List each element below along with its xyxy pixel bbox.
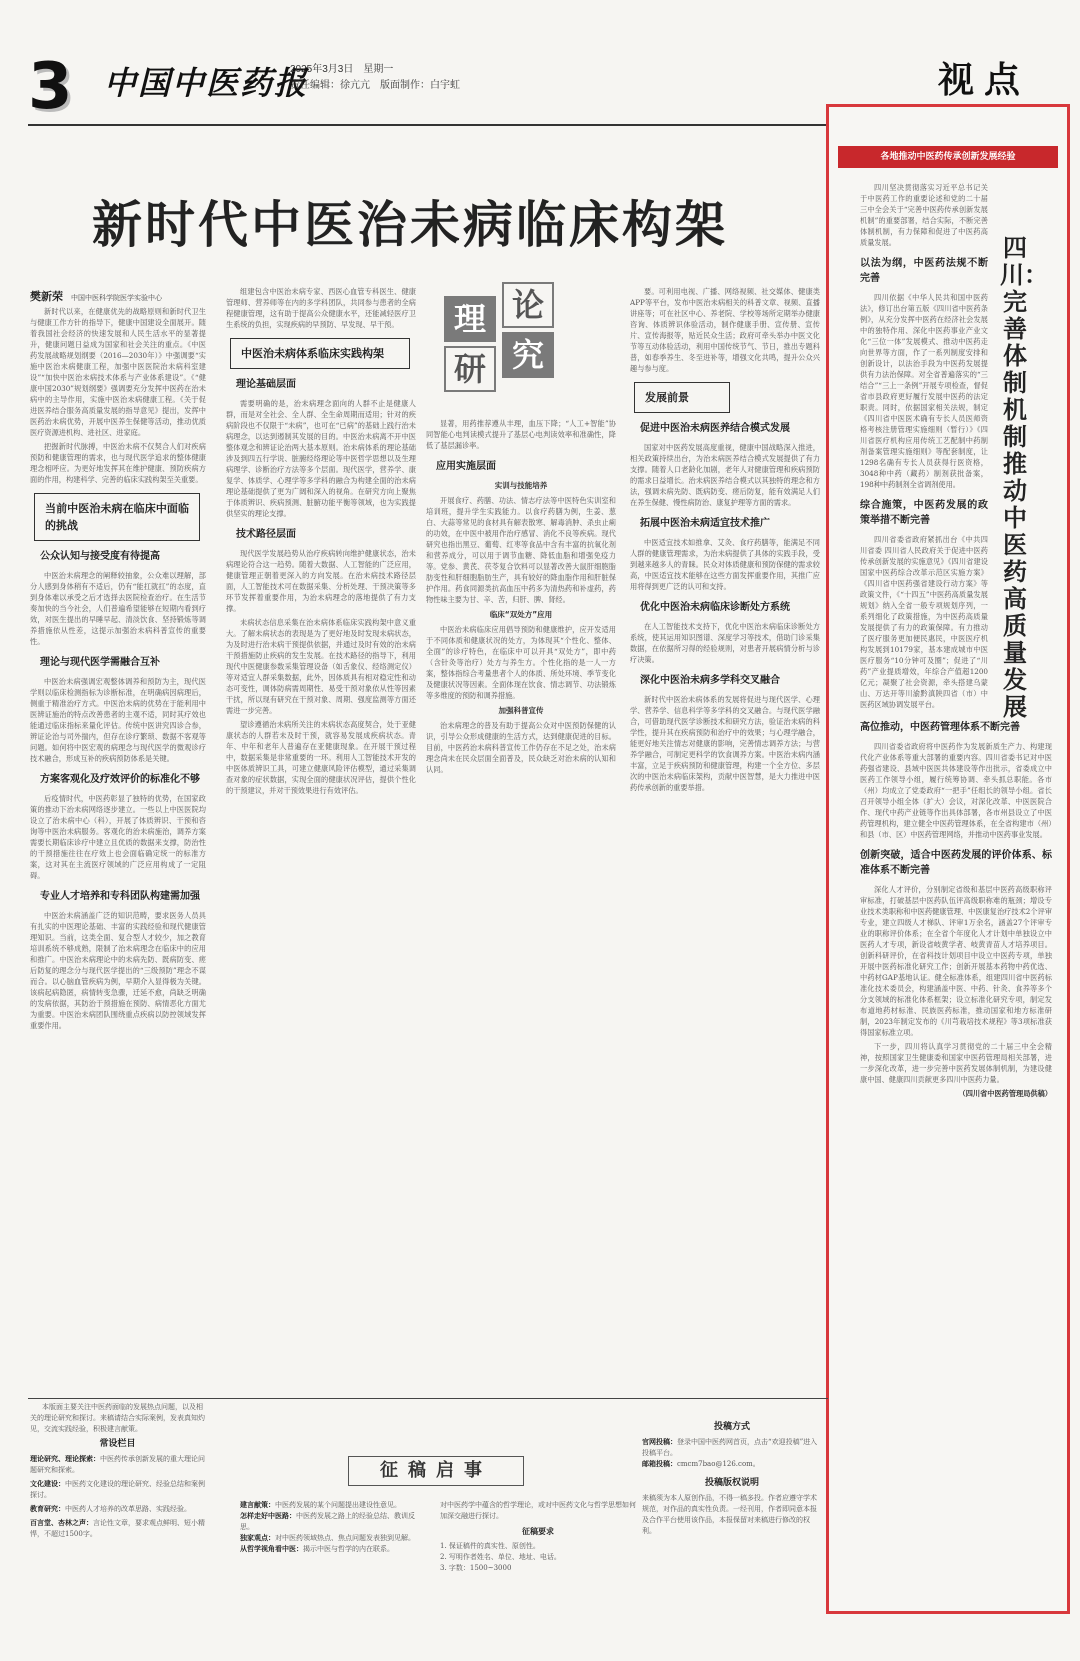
main-headline: 新时代中医治未病临床构架 — [92, 196, 728, 254]
author-line — [30, 288, 162, 304]
editor-credits: 责任编辑：徐亢亢 版面制作：白宇虹 — [290, 80, 460, 91]
issue-date: 2025年3月3日 星期一 — [290, 64, 394, 75]
paragraph: 开展食疗、药膳、功法、情志疗法等中医特色实训室和培训班，提升学生实践能力。以食疗药膳为例，生姜、葱白、大蒜等常见的食材具有解表散寒、解毒消肿、杀虫止痢的功效，在中医中被用作治疗感冒、消化不良等疾病。现代研究也指出黑豆、葡萄、红枣等食品中含有丰富的抗氧化剂和营养成分，可以用于调节血糖、降低血脂和增强免疫力等。党参、黄芪、茯苓复合饮料可以显著改善大鼠肝细胞脂肪变性和肝细胞脂肪生产，具有较好的降血脂作用和肝脏保护作用。药食同源类抗高血压中药多为清热药和补虚药，药物性味主要为甘、辛、苦，归肝、脾、肾经。 — [426, 496, 616, 604]
paragraph: 深化人才评价，分别制定省级和基层中医药高级职称评审标准，打破基层中医药队伍评高级职称难的瓶颈；增设专业技术类职称和中医药健康管理、中医康复治疗技术2个评审专业，建立四级人才梯队、评审1万余名，涵盖27个评审专业的职称评价体系；在全省个年度化人才计划中单独设立中医药人才专项，新设省岐黄学者、岐黄青苗人才培养项目。创新科研评价，在省科技计划项目中设立中医药专项，单独开展中医药标准化研究工作；创新开展基本药物中药优选、中药材GAP基地认证。健全标准体系，组建四川省中医药标准化技术委员会，构建涵盖中医、中药、针灸、食养等多个分支领域的标准化体系框架；设立标准化研究专项，制定发布道地药材标准、民族医药标准，推动国家和地方标准研制，2023年制定发布的《川芎栽培技术规程》等3项标准获得国家标准立项。 — [860, 885, 1052, 1037]
subheading: 理论基础层面 — [236, 379, 296, 390]
requirements-title: 征稿要求 — [522, 1527, 554, 1536]
call-for-papers-requirements — [440, 1500, 636, 1584]
subheading: 创新突破，适合中医药发展的评价体系、标准体系不断完善 — [860, 850, 1052, 876]
subheading: 方案客观化及疗效评价的标准化不够 — [40, 774, 200, 785]
subheading: 专业人才培养和专科团队构建需加强 — [40, 891, 200, 902]
paragraph: 需要明确的是，治未病理念面向的人群不止是健康人群，而是对全社会、全人群、全生命周期而适用；针对的疾病阶段也不仅限于“未病”，也可在“已病”的基础上践行治未病理念，以达到遏制其发展的目的。中医治未病离不开中医整体观念和辨证论治两大基本原则。治未病体系的理论基础涉及到四五行学说、脏腑经络理论等中医哲学思想以及生理病理学、诊断治疗方法等多个层面。现代医学，营养学、康复学、体质学、心理学等多学科的融合为构建全面的治未病理论基础提供了更为广阔和深入的视角。在研究方向上聚焦于体质辨识、疾病预测、脏腑功能平衡等领域，也为实践提供坚实的理论支撑。 — [226, 399, 416, 518]
subheading: 应用实施层面 — [436, 461, 496, 472]
paragraph: 国家对中医药发展高度重视，健康中国战略深入推进，相关政策持续出台，为治未病医养结合模式发展提供了有力支撑。随着人口老龄化加剧，老年人对健康管理和疾病预防的需求日益增长。治未病医养结合模式以其独特的理念和方法，强调未病先防、既病防变、瘥后防复，能有效满足人们在养生保健、慢性病防治、康复护理等方面的需求。 — [630, 443, 820, 507]
subheading: 公众认知与接受度有待提高 — [40, 551, 160, 562]
requirement-item: 1. 保证稿件的真实性、原创性。 — [440, 1542, 540, 1550]
sidebar-tag: 各地推动中医药传承创新发展经验 — [838, 146, 1058, 168]
column-notice — [30, 1402, 205, 1582]
minor-heading: 实训与技能培养 — [494, 481, 548, 490]
sidebar-column-bottom — [860, 712, 1052, 1592]
requirements-intro: 对中医药学中蕴含的哲学理论，或对中医药文化与哲学思想如何加深交融进行探讨。 — [440, 1501, 636, 1520]
header-divider — [28, 124, 828, 126]
notice-item: 百言堂、杏林之声：言论性文章，要求观点鲜明、短小精悍，不超过1500字。 — [30, 1519, 205, 1538]
paragraph: 下一步，四川将认真学习贯彻党的二十届三中全会精神，按照国家卫生健康委和国家中医药管理局相关部署，进一步深化改革，进一步完善中医药发展体制机制，为建设健康中国、健康四川贡献更多四川中医药力量。 — [860, 1042, 1052, 1084]
notice-title: 常设栏目 — [99, 1439, 136, 1449]
sidebar-signature: （四川省中医药管理局供稿） — [958, 1089, 1052, 1098]
article-column-1 — [30, 306, 206, 1394]
paragraph: 中医治未病临床应用倡导预防和健康维护，应开发适用于不同体质和健康状况的处方，为体现其“个性化、整体、全面”的诊疗特色，在临床中可以开具“双处方”，即中药（含针灸等治疗）处方与养生方。个性化指的是一人一方案，整体指综合考量患者个人的体质、所处环境、季节变化及健康状况等因素。全面体现在饮食、情志调节、功法锻炼等多维度的预防和调养措施。 — [426, 625, 616, 700]
paragraph: 中医治未病理念的阐释较抽象，公众难以理解，部分人感到身体稍有不适后，仍有“能扛就扛”的态度，直到身体难以承受之后才选择去医院检查治疗。在生活节奏加快的当今社会，人们普遍希望能够在短期内看到疗效，对医生提出的早睡早起、清淡饮食、坚持锻炼等调养措施依从性差，这提示加强治未病科普宣传的重要性。 — [30, 571, 206, 646]
author-name: 樊新荣 — [30, 290, 63, 303]
page-number: 3 — [28, 50, 73, 124]
column-item: 怎样走好中医路：中医药发展之路上的经验总结、教训反思。 — [240, 1512, 415, 1531]
requirement-item: 2. 写明作者姓名、单位、地址、电话。 — [440, 1553, 561, 1561]
article-column-3 — [426, 418, 616, 1394]
notice-item: 文化建设：中医药文化建设的理论研究、经验总结和案例探讨。 — [30, 1480, 205, 1499]
call-for-papers-title: 征稿启事 — [348, 1456, 524, 1486]
paragraph: 要。可利用电视、广播、网络视频、社交媒体、健康类APP等平台，发布中医治未病相关的科普文章、视频、直播讲座等；可在社区中心、养老院、学校等场所定期举办健康咨询、体质辨识体验活动，制作健康手册、宣传册、宣传片、宣传海报等，贴近民众生活；政府可牵头举办中医文化节等互动体验活动，利用中国传统节气、节日，推出专题科普，如春季养生、冬至进补等，增强文化共鸣，提升公众兴趣与参与度。 — [630, 287, 820, 373]
stamp-char: 论 — [502, 282, 554, 328]
subheading: 深化中医治未病多学科交叉融合 — [640, 675, 780, 686]
subheading: 以法为纲，中医药法规不断完善 — [860, 258, 988, 284]
paragraph: 中医治未病涵盖广泛的知识范畴，要求医务人员具有扎实的中医理论基础、丰富的实践经验和现代健康管理知识。当前，这类全面、复合型人才较少，加之教育培训系统不够成熟，限制了治未病理念在临床中的应用和推广。中医治未病理论中的未病先防、既病防变、瘥后防复的理念分与现代医学提出的“三级预防”理念不谋而合。以心脑血管疾病为例，早期介入显得极为关键。该病起病隐匿，病情转变急骤，迁延不愈，尚缺乏明确的发病依据，其防治于预措施在预防、病情恶化方面尤为重要。中医治未病团队围绕重点疾病以防控领域发挥重要作用。 — [30, 911, 206, 1030]
minor-heading: 加强科普宣传 — [498, 706, 544, 715]
call-for-papers-columns — [240, 1500, 420, 1584]
submission-title: 投稿方式 — [713, 1422, 750, 1432]
minor-heading: 临床“双处方”应用 — [489, 610, 553, 619]
stamp-char: 研 — [444, 346, 496, 392]
column-item: 从哲学视角看中医：揭示中医与哲学的内在联系。 — [240, 1545, 394, 1553]
stamp-char: 究 — [502, 332, 554, 378]
section-box-heading: 发展前景 — [634, 382, 730, 413]
paragraph: 四川坚决贯彻落实习近平总书记关于中医药工作的重要论述和党的二十届三中全会关于“完善中医药传承创新发展机制”的重要部署，结合实际，不断完善体制机制，有力保障和促进了中医药高质量发展。 — [860, 183, 988, 247]
subheading: 促进中医治未病医养结合模式发展 — [640, 423, 790, 434]
subheading: 拓展中医治未病适宜技术推广 — [640, 518, 770, 529]
paragraph: 中医治未病强调宏观整体调养和预防为主，现代医学则以临床检测指标为诊断标准，在明确病因病理后，侧重于精准治疗方式。中医治未病的优势在于能利用中医辨证施治的特点改善患者的主观不适，同时其疗效也能通过临床指标来量化评估。传统中医讲究四诊合参，辨证论治与司外揣内，但存在诊疗繁琐、数据不客观等问题。如何将中医宏观的病理念与现代医学的微观诊疗技术融合，形成互补的疾病预防体系是关键。 — [30, 677, 206, 763]
paragraph: 治未病理念的普及有助于提高公众对中医预防保健的认识，引导公众形成健康的生活方式，达到健康促进的目标。目前，中医药治未病科普宣传工作仍存在不足之处，治未病理念尚未在民众层面全面普及，民众缺乏对治未病的认知和认同。 — [426, 721, 616, 774]
paragraph: 四川省委省政府紧抓出台《中共四川省委 四川省人民政府关于促进中医药传承创新发展的实施意见》《四川省建设国家中医药综合改革示范区实施方案》《四川省中医药强省建设行动方案》等政策文件，《“十四五”中医药高质量发展规划》纳入全省一般专项规划序列，一系列细化了政策措施，为中医药高质量发展提供了有力的政策保障。有力推动了医疗服务更加便民惠民，中医医疗机构发展到10179家，基本建成城市中医医疗服务“10分钟可及圈”；促进了“川药”产业提质增效，年综合产值超1200亿元；凝聚了社会资源，牵头搭建乌蒙山、万达开等川渝黔滇陕四省（市）中医药区域协调发展平台。 — [860, 535, 988, 709]
article-column-2 — [226, 286, 416, 1394]
sidebar-vertical-title: 四川：完善体制机制推动中医药高质量发展 — [1000, 234, 1048, 721]
paragraph: 四川省委省政府将中医药作为发展新质生产力、构建现代化产业体系等重大部署的重要内容。四川省委书记对中医药强省建设、县域中医医共体建设等作出批示，省委成立中医药工作领导小组，履行统筹协调、牵头抓总职能。各市（州）均成立了党委政府“一把手”任组长的领导小组。省长召开领导小组全体（扩大）会议，对深化改革、中医医院合作、现代中药产业链等作出具体部署，各市州县设立了中医药管理机构，建立健全中医药管理体系，在全省构建市（州）和县（市、区）中医药管理网络，并推动中医药事业发展。 — [860, 742, 1052, 839]
paragraph: 四川依据《中华人民共和国中医药法》，修订出台第五版《四川省中医药条例》，从充分发挥中医药在经济社会发展中的独特作用、深化中医药事业产业文化“三位一体”发展模式、推动中医药走向世界等方面，作了一系列制度安排和创新设计，以法治手段为中医药发展提供有力法治保障。对全省普遍落实的“三结合”“三上一条例”开展专项检查，督促省市县政府更好履行发展中医药的法定职责。同时，依据国家相关法规，制定《四川省中医医术确有专长人员医师资格考核注册管理实施细则（暂行）》《四川省医疗机构应用传统工艺配制中药制剂备案管理实施细则》等配套制度，让1298名确有专长人员获得行医资格，3048种中药（藏药）制剂获批备案，198种中药制剂全省调剂使用。 — [860, 293, 988, 489]
subheading: 综合施策，中医药发展的政策举措不断完善 — [860, 500, 988, 526]
paragraph: 望诊遵循治未病所关注的未病状态高度契合，处于亚健康状态的人群若未及时干预，就容易发展成疾病状态。青年、中年和老年人普遍存在亚健康现象。在开展干预过程中，数据采集是非常重要的一环。利用人工智能技术开发的中医体质辨识工具，可建立健康风险评估模型，通过采集调查对象的症状数据，实现全面的健康状况评估，提供个性化的干预建议，并对干预效果进行有效评估。 — [226, 720, 416, 795]
notice-intro: 本版面主要关注中医药面临的发展热点问题，以及相关的理论研究和探讨。来稿请结合实际案例，发表真知灼见，交流实践经验，积极建言献策。 — [30, 1403, 205, 1433]
bottom-divider — [28, 1398, 828, 1399]
copyright-text: 来稿须为本人原创作品，不得一稿多投。作者应遵守学术规范，对作品的真实性负责。一经刊用，作者即同意本报及合作平台使用该作品，本报保留对来稿进行修改的权利。 — [642, 1494, 817, 1535]
author-affiliation: 中国中医科学院医学实验中心 — [71, 294, 162, 302]
subheading: 技术路径层面 — [236, 529, 296, 540]
submission-info — [642, 1420, 822, 1584]
section-box-heading: 中医治未病体系临床实践构架 — [230, 338, 410, 369]
subheading: 优化中医治未病临床诊断处方系统 — [640, 602, 790, 613]
notice-item: 理论研究、理论探索：中医药传承创新发展的重大理论问题研究和探索。 — [30, 1455, 205, 1474]
paragraph: 在人工智能技术支持下，优化中医治未病临床诊断处方系统，使其运用知识图谱、深度学习等技术，借助门诊采集数据，在依据所习得的经验规则，对患者开展病情分析与诊疗决策。 — [630, 622, 820, 664]
copyright-title: 投稿版权说明 — [704, 1478, 759, 1488]
submission-web: 官网投稿：登录中国中医药网首页，点击“欢迎投稿”进入投稿平台。 — [642, 1438, 818, 1457]
theory-research-stamp — [440, 282, 568, 402]
stamp-char: 理 — [444, 296, 496, 342]
subheading: 理论与现代医学需融合互补 — [40, 657, 160, 668]
column-item: 独家观点：对中医药领域热点、焦点问题发表独到见解。 — [240, 1534, 415, 1542]
column-item: 建言献策：中医药发展的某个问题提出建设性意见。 — [240, 1501, 401, 1509]
paragraph: 中医适宜技术如推拿、艾灸、食疗药膳等，能满足不同人群的健康管理需求，为治未病提供了具体的实践手段，受到越来越多人的青睐。民众对体质健康和预防保健的需求较高，中医适宜技术能够在这些方面发挥重要作用，其推广应用将得到更广泛的认可和支持。 — [630, 538, 820, 591]
paragraph: 把握新时代脉搏，中医治未病不仅契合人们对疾病预防和健康管理的需求，也与现代医学追求的整体健康理念相呼应。为更好地发挥其在维护健康、预防疾病方面的作用，构建科学、完善的临床实践构架至关重要。 — [30, 442, 206, 484]
subheading: 高位推动，中医药管理体系不断完善 — [860, 722, 1020, 733]
paragraph: 组建包含中医治未病专家、西医心血管专科医生、健康管理师、营养师等在内的多学科团队，共同参与患者的全病程健康管理，这有助于提高公众健康水平，还能减轻医疗卫生系统的负担，实现疾病的早预防、早发现、早干预。 — [226, 287, 416, 329]
paragraph: 未病状态信息采集在治未病体系临床实践构架中意义重大。了解未病状态的表现是为了更好地及时发现未病状态，为及时进行治未病干预提供依据，并通过及时有效的治未病干预措施防止疾病的发生发展。在技术路径的指导下，利用现代中医健康参数采集管理设备（如舌象仪、经络测定仪）等对适宜人群采集数据，此外，因体质具有相对稳定性和动态可变性，调体防病需周期性、易受干预对象依从性等因素干扰，所以现有研究在干预对象、周期、强度监测等方面还需进一步完善。 — [226, 618, 416, 715]
requirement-item: 3. 字数：1500~3000 — [440, 1564, 512, 1572]
section-title: 视点 — [938, 59, 1031, 101]
article-column-4 — [630, 286, 820, 1394]
notice-item: 教育研究：中医药人才培养的改革思路、实践经验。 — [30, 1505, 191, 1513]
submission-mail[interactable]: 邮箱投稿：cmcm7bao@126.com。 — [642, 1460, 760, 1468]
paragraph: 新时代以来，在健康优先的战略原则和新时代卫生与健康工作方针的指导下，健康中国建设全面展开。随着我国社会经济的快速发展和人民生活水平的显著提升，健康问题日益成为国家和社会关注的重点。《中医药发展战略规划纲要（2016—2030年）》中强调要“实施中医治未病健康工程，加强中医医院治未病科室建设”“加快中医治未病技术体系与产业体系建设”。《“健康中国2030”规划纲要》强调要充分发挥中医药在治未病中的主导作用，实施中医治未病健康工程。《关于促进医养结合服务高质量发展的指导意见》提出，发挥中医药治未病优势，开展中医养生保健等活动，推动优质医疗资源进机构、进社区、进家庭。 — [30, 307, 206, 437]
paragraph: 现代医学发展趋势从治疗疾病转向维护健康状态，治未病理论符合这一趋势。随着大数据、人工智能的广泛应用，健康管理正朝着更深入的方向发展。在治未病技术路径层面，人工智能技术可在数据采集、分析处理、干预决策等多环节发挥着重要作用，为治未病理念的落地提供了有力支撑。 — [226, 549, 416, 613]
paragraph: 新时代中医治未病体系的发展将促进与现代医学、心理学、营养学、信息科学等多学科的交叉融合。与现代医学融合，可借助现代医学诊断技术和研究方法，验证治未病的科学性，提升其在疾病预防和治疗中的效果；与心理学融合，能更好地关注情志对健康的影响，完善情志调养方法；与营养学融合，可制定更科学的饮食调养方案。中医治未病内涵丰富，立足于疾病预防和健康管理，构建一个全方位、多层次的中医治未病临床架构，贡献中医智慧，是大力推进中医药传承创新的重要举措。 — [630, 695, 820, 792]
section-box-heading: 当前中医治未病在临床中面临的挑战 — [34, 493, 200, 541]
paragraph: 显著，用药推荐遵从丰理，血压下降；“人工+智能”协同智能心电判读模式提升了基层心电判读效率和准确性，降低了基层漏诊率。 — [426, 419, 616, 450]
paragraph: 后疫情时代，中医药彰显了独特的优势，在国家政策的推动下治未病网络逐步建立。一些以上中医医院均设立了治未病中心（科），开展了体质辨识、干预和咨询等中医治未病服务。客观化的治未病施治，调养方案需要长期临床诊疗中建立且优质的数据来支撑，防治性的干预措施往往在疗效上也会面临确定统一的标准方案，这对其在主流医疗领域的广泛应用构成了一定阻碍。 — [30, 794, 206, 880]
masthead-logo: 中国中医药报 — [104, 64, 309, 102]
sidebar-column-top — [860, 182, 988, 710]
